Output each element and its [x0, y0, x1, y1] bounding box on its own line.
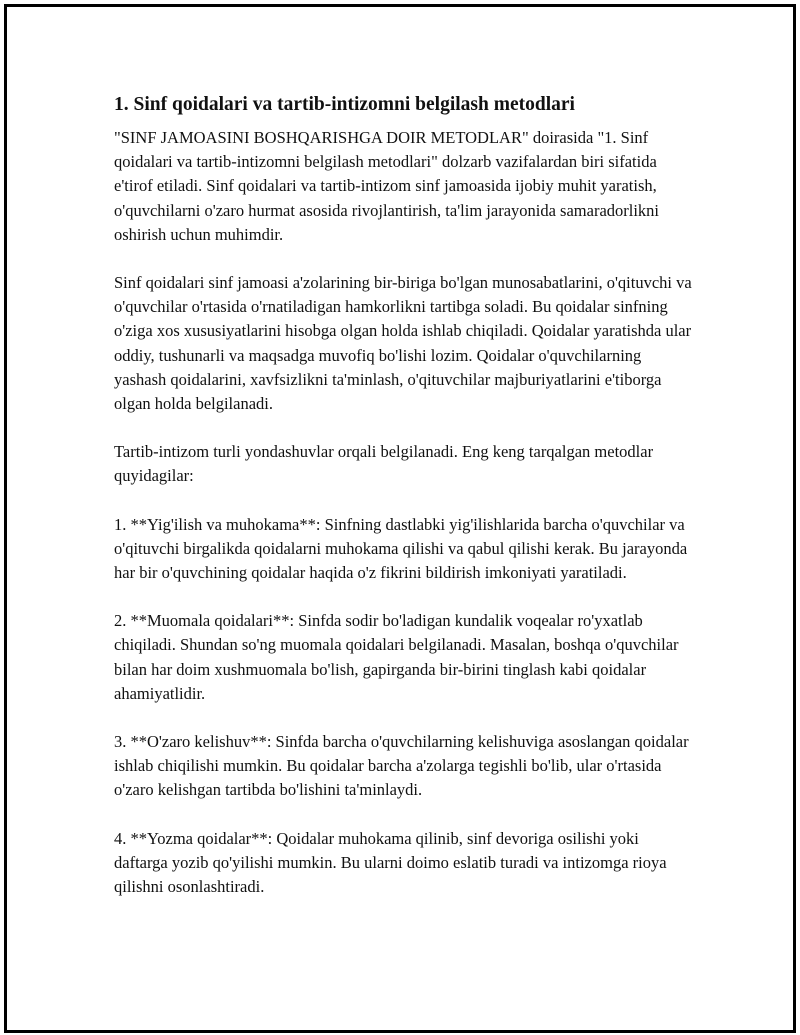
method-item-4: 4. **Yozma qoidalar**: Qoidalar muhokama qilinib, sinf devoriga osilishi yoki daftarga yozib qo'yilishi mumkin. Bu ularni doimo eslatib turadi va intizomga rioya qilishni osonlashtiradi.	[114, 828, 667, 897]
rules-paragraph: Sinf qoidalari sinf jamoasi a'zolarining bir-biriga bo'lgan munosabatlarini, o'qituvchi va o'quvchilar o'rtasida o'rnatiladigan hamkorlikni tartibga soladi. Bu qoidalar sinfning o'ziga xos xususiyatlarini hisobga olgan holda ishlab chiqiladi. Qoidalar yaratishda ular oddiy, tushunarli va maqsadga muvofiq bo'lishi lozim. Qoidalar o'quvchilarning yashash qoidalarini, xavfsizlikni ta'minlash, o'qituvchilar majburiyatlarini e'tiborga olgan holda belgilanadi.	[114, 273, 692, 414]
method-item-1: 1. **Yig'ilish va muhokama**: Sinfning dastlabki yig'ilishlarida barcha o'quvchilar va o'qituvchi birgalikda qoidalarni muhokama qilishi va qabul qilishi kerak. Bu jarayonda har bir o'quvchining qoidalar haqida o'z fikrini bildirish imkoniyati yaratiladi.	[114, 514, 688, 583]
document-body	[114, 92, 694, 923]
methods-intro-paragraph: Tartib-intizom turli yondashuvlar orqali belgilanadi. Eng keng tarqalgan metodlar quyidagilar:	[114, 442, 654, 486]
intro-paragraph: "SINF JAMOASINI BOSHQARISHGA DOIR METODLAR" doirasida "1. Sinf qoidalari va tartib-intizomni belgilash metodlari" dolzarb vazifalardan biri sifatida e'tirof etiladi. Sinf qoidalari va tartib-intizom sinf jamoasida ijobiy muhit yaratish, o'quvchilarni o'zaro hurmat asosida rivojlantirish, ta'lim jarayonida samaradorlikni oshirish uchun muhimdir.	[114, 128, 660, 244]
method-item-3: 3. **O'zaro kelishuv**: Sinfda barcha o'quvchilarning kelishuviga asoslangan qoidalar ishlab chiqilishi mumkin. Bu qoidalar barcha a'zolarga tegishli bo'lib, ular o'rtasida o'zaro kelishgan tartibda bo'lishini ta'minlaydi.	[114, 732, 689, 800]
method-item-2: 2. **Muomala qoidalari**: Sinfda sodir bo'ladigan kundalik voqealar ro'yxatlab chiqiladi. Shundan so'ng muomala qoidalari belgilanadi. Masalan, boshqa o'quvchilar bilan har doim xushmuomala bo'lish, gapirganda bir-birini tinglash kabi qoidalar ahamiyatlidir.	[114, 611, 679, 703]
document-title: 1. Sinf qoidalari va tartib-intizomni belgilash metodlari	[114, 94, 575, 115]
